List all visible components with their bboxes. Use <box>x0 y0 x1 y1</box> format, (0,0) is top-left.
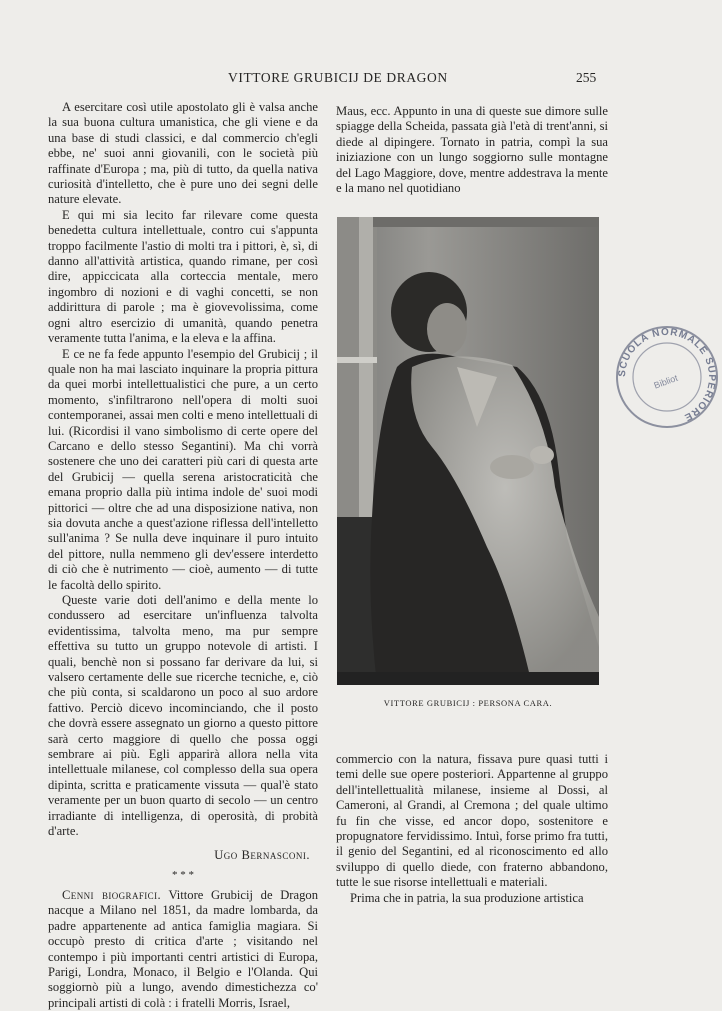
right-column-top <box>336 104 608 196</box>
author-signature: Ugo Bernasconi. <box>214 847 310 862</box>
right-column-bottom <box>336 752 608 906</box>
paragraph: Queste varie doti dell'animo e della mente lo condussero ad esercitare un'influenza talvolta evidentissima, talvolta meno, ma pur sempre effettiva su tutto un gruppo notevole di artisti. I quali, benchè non si possano far derivare da lui, si valsero certamente delle sue ricerche tecniche, e, ciò che più conta, si scaldarono un poco al suo ardore fattivo. Perciò dicevo incominciando, che il posto che dovrà essere assegnato un giorno a questo pittore sarà certo maggiore di quello che possa oggi sembrare ai più. Egli apparirà allora nella vita intellettuale milanese, col complesso della sua opera dipinta, scritta e praticamente vissuta — qual'è stato veramente per un buon quarto di secolo — un centro irradiante di intelligenza, di operosità, di probità d'arte. <box>48 593 318 839</box>
biography-text: Vittore Grubicij de Dragon nacque a Milano nel 1851, da madre lombarda, da padre appartenente ad antica famiglia magiara. Si occupò presto di critica d'arte ; visitando nel contempo i più importanti centri artistici di Europa, Parigi, Londra, Monaco, il Belgio e l'Olanda. Qui soggiornò più a lungo, avendo dimestichezza co' principali artisti di colà : i fratelli Morris, Israel, <box>48 887 318 1010</box>
figure-caption: VITTORE GRUBICIJ : PERSONA CARA. <box>383 698 553 708</box>
library-stamp <box>612 322 722 432</box>
page-header <box>0 70 714 90</box>
paragraph: E qui mi sia lecito far rilevare come questa benedetta cultura intellettuale, contro cui s'appunta troppo facilmente l'astio di molti tra i pittori, è, sì, di danno all'attività artistica, quando rimane, per così dire, appiccicata alla corteccia mentale, mero ingombro di nozioni e di vaghi concetti, se non addirittura di parole ; ma è giovevolissima, come ogni altro esercizio di umanità, quando penetra veramente tutta l'anima, e la eleva e la affina. <box>48 207 318 346</box>
portrait-photograph <box>337 217 599 685</box>
portrait-image <box>337 217 599 685</box>
section-separator: * * * <box>172 868 194 881</box>
paragraph: A esercitare così utile apostolato gli è valsa anche la sua buona cultura umanistica, che gli viene e da una base di studi classici, e dal commercio ch'egli ebbe, ne' suoi anni giovanili, con le società più raffinate d'Europa ; ma, più di tutto, da quella nativa curiosità d'intelletto, che è pure uno dei segni delle nature elevate. <box>48 100 318 207</box>
left-column <box>48 100 318 1011</box>
stamp-inner-text: Bibliot <box>652 372 680 391</box>
paragraph-biography <box>48 888 318 1011</box>
paragraph: Prima che in patria, la sua produzione artistica <box>350 890 584 905</box>
stamp-seal <box>612 322 722 432</box>
paragraph: E ce ne fa fede appunto l'esempio del Grubicij ; il quale non ha mai lasciato inquinare la propria pittura da quei morbi intellettualistici che pure, a un certo momento, s'infiltrarono nell'opera di molti suoi contemporanei, assai men colti e meno intellettuali di lui. (Ricordisi il vano simbolismo di certe opere del Carcano e dello stesso Segantini). Ma chi vorrà sostenere che uno dei caratteri più cari di questa arte del Grubicij — quella serena aristocraticità che emana proprio dalla più intima indole de' suoi modi pittorici — oltre che ad una disposizione nativa, non sia dovuta anche a quest'azione riflessa dell'intelletto sull'anima ? Se nulla deve inquinare il puro intuito del pittore, nulla nemmeno gli dev'essere interdetto di ciò che è nutrimento — cioè, aumento — di tutte le facoltà dello spirito. <box>48 346 318 592</box>
biography-lead: Cenni biografici. <box>62 887 162 902</box>
running-title: VITTORE GRUBICIJ DE DRAGON <box>228 70 448 85</box>
stamp-ring-text: SCUOLA NORMALE SUPERIORE <box>616 326 718 423</box>
paragraph: Maus, ecc. Appunto in una di queste sue dimore sulle spiagge della Scheida, passata già l'età di trent'anni, si diede al dipingere. Tornato in patria, compì la sua iniziazione con un lungo soggiorno sulle montagne del Lago Maggiore, dove, mentre addestrava la mente e la mano nel quotidiano <box>336 104 608 196</box>
page-number: 255 <box>576 70 597 85</box>
paragraph: commercio con la natura, fissava pure quasi tutti i temi delle sue opere posteriori. Appartenne al gruppo dell'intellettualità milanese, insieme al Dossi, al Cameroni, al Grandi, al Cremona ; del quale ultimo fu fin che visse, ed ancor dopo, sostenitore e propugnatore fervidissimo. Intuì, forse primo fra tutti, il genio del Segantini, ed al riconoscimento ed allo sviluppo di quello diede, con fraterno abbandono, tutte le sue risorse intellettuali e materiali. <box>336 752 608 890</box>
